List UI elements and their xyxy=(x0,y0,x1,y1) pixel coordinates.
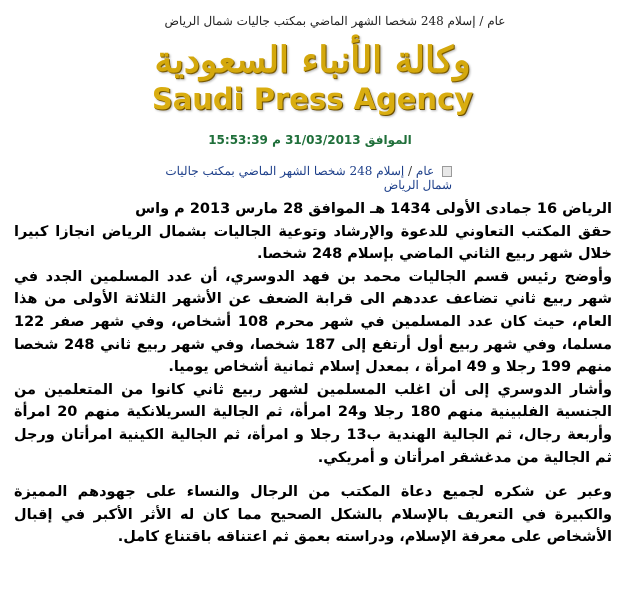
document-icon xyxy=(442,166,452,177)
article-paragraph: وعبر عن شكره لجميع دعاة المكتب من الرجال والنساء على جهودهم المميزة والكبيرة في التعريف بالإسلام بالشكل الصحيح مما كان له الأثر الأكبر في إقبال الأشخاص على معرفة الإسلام، ودراسته بعمق ثم اعتناقه باقتناع كامل. xyxy=(14,484,612,546)
breadcrumb-title-link[interactable]: إسلام 248 شخصا الشهر الماضي بمكتب جاليات شمال الرياض xyxy=(165,164,452,192)
logo-arabic-text: وكالة الأنباء السعودية xyxy=(154,39,471,81)
article-body xyxy=(14,198,612,549)
breadcrumb-separator: / xyxy=(408,164,413,178)
article-dateline: الرياض 16 جمادى الأولى 1434 هـ الموافق 28 مارس 2013 م واس xyxy=(135,201,612,217)
article-paragraph: حقق المكتب التعاوني للدعوة والإرشاد وتوعية الجاليات بشمال الرياض انجازا كبيرا خلال شهر ربيع الثاني الماضي بإسلام 248 شخصا. xyxy=(14,223,612,263)
spa-logo xyxy=(140,38,485,123)
article-paragraph: وأوضح رئيس قسم الجاليات محمد بن فهد الدوسري، أن عدد المسلمين الجدد في شهر ربيع ثاني تضاعف عددهم الى قرابة الضعف عن الأشهر الثلاثة الأولى من هذا العام، حيث كان عدد المسلمين في شهر محرم 108 أشخاص، وفي شهر صفر 122 مسلما، وفي شهر ربيع أول أرتفع إلى 187 شخصا، وفي شهر ربيع ثاني 248 شخصا منهم 199 رجلا و 49 امرأة ، بمعدل إسلام ثمانية أشخاص يوميا. xyxy=(14,268,613,376)
logo-english-text: Saudi Press Agency xyxy=(151,82,474,116)
breadcrumb xyxy=(150,164,452,192)
breadcrumb-category-link[interactable]: عام xyxy=(415,164,435,178)
page-header-breadcrumb: عام / إسلام 248 شخصا الشهر الماضي بمكتب جاليات شمال الرياض xyxy=(164,14,506,28)
publish-date: الموافق 31/03/2013 م 15:53:39 xyxy=(208,133,412,147)
article-paragraph: وأشار الدوسري إلى أن اغلب المسلمين لشهر ربيع ثاني كانوا من المتعلمين من الجنسية الفلبينية منهم 180 رجلا و24 امرأة، ثم الجالية السريلانكية منهم 20 امرأة وأربعة رجال، ثم الجالية الهندية ب13 رجلا و امرأة، ثم الجالية الكينية امرأتان ورجل ثم الجالية من مدغشقر امرأتان و أمريكي. xyxy=(14,381,613,466)
